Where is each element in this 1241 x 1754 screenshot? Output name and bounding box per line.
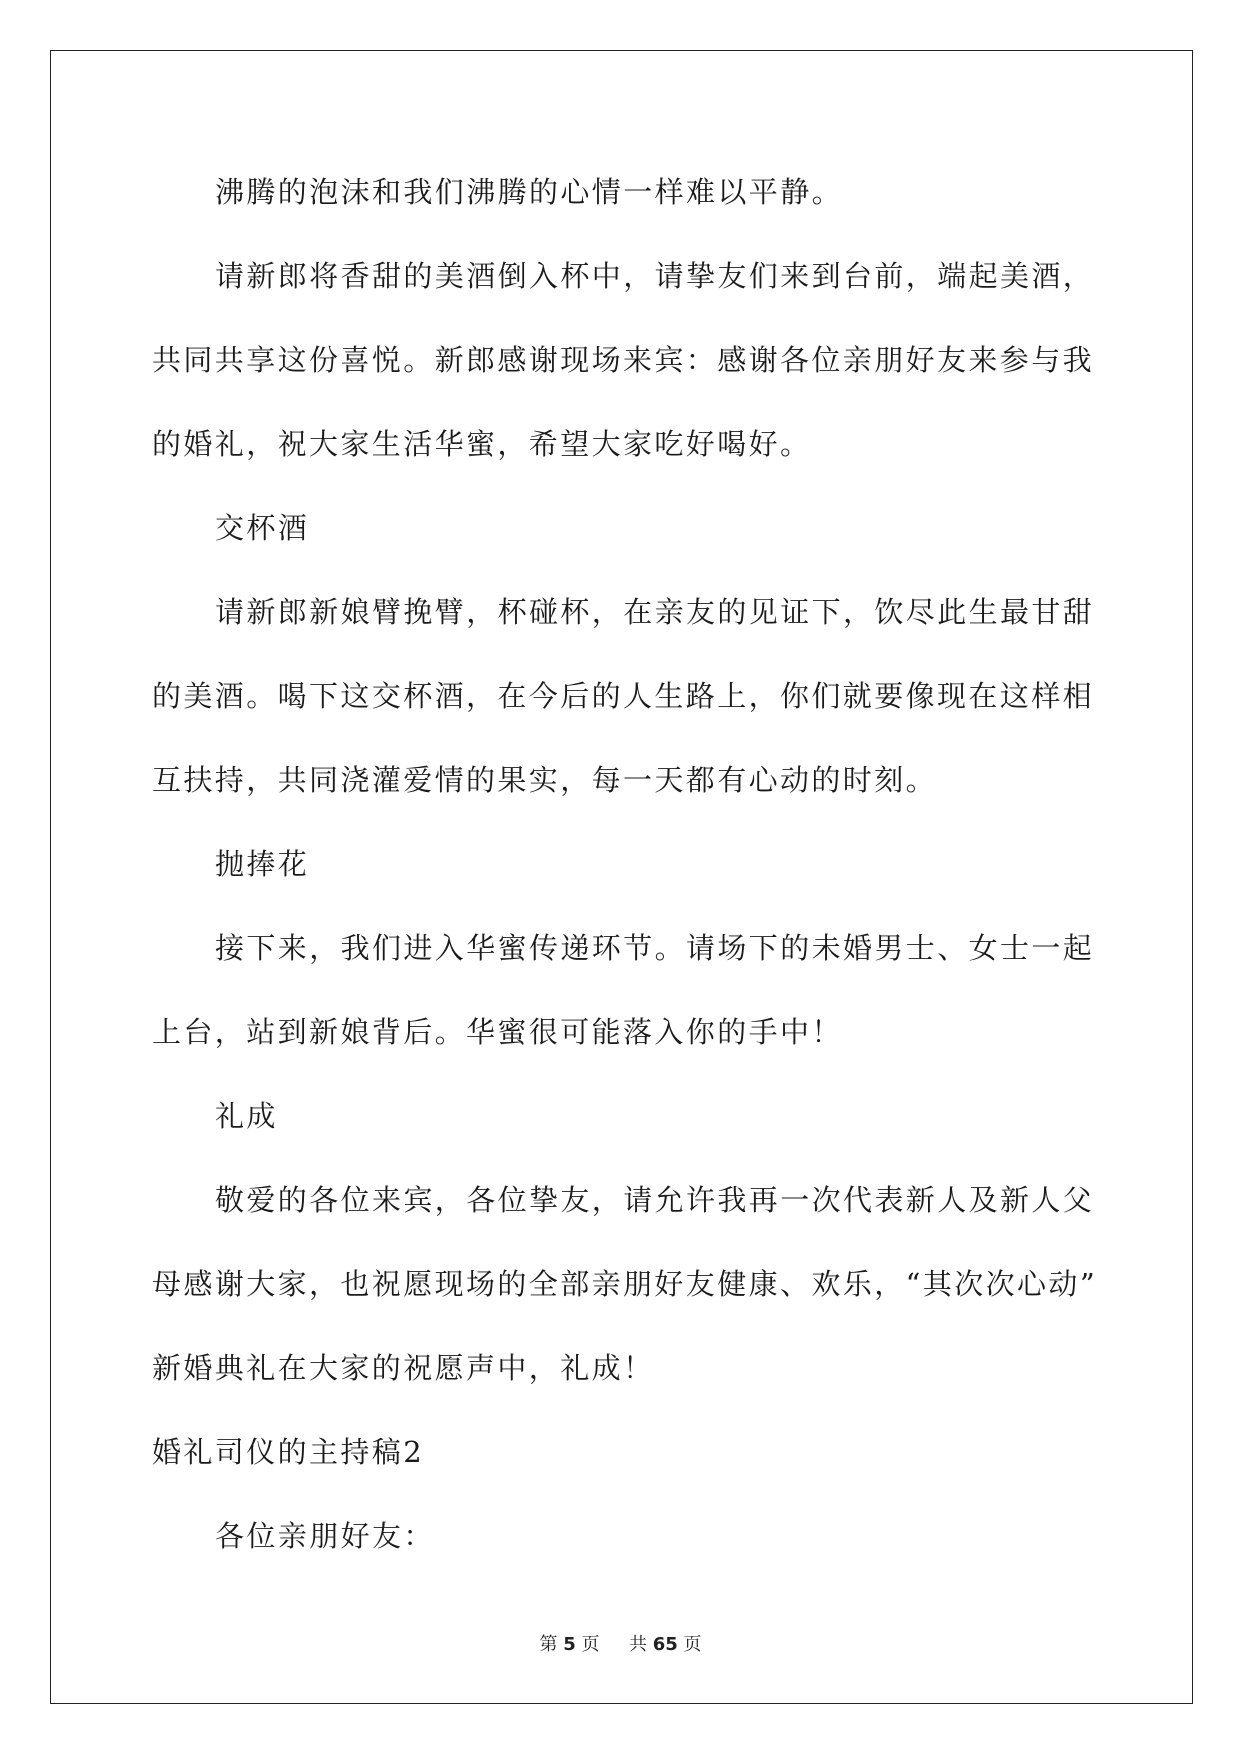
total-prefix: 共	[628, 1634, 647, 1655]
paragraph-line: 新婚典礼在大家的祝愿声中，礼成！	[152, 1351, 655, 1385]
paragraph-line: 的婚礼，祝大家生活华蜜，希望大家吃好喝好。	[152, 427, 812, 461]
section-heading: 交杯酒	[215, 511, 310, 545]
paragraph-line: 接下来，我们进入华蜜传递环节。请场下的未婚男士、女士一起	[215, 931, 1095, 965]
paragraph-line: 各位亲朋好友：	[215, 1519, 435, 1553]
page-number: 5	[563, 1634, 576, 1655]
total-pages: 65	[652, 1634, 678, 1655]
document-body	[152, 160, 1096, 1588]
paragraph-line: 母感谢大家，也祝愿现场的全部亲朋好友健康、欢乐，“其次次心动”	[152, 1267, 1098, 1301]
paragraph-line: 的美酒。喝下这交杯酒，在今后的人生路上，你们就要像现在这样相	[152, 679, 1095, 713]
paragraph-line: 共同共享这份喜悦。新郎感谢现场来宾：感谢各位亲朋好友来参与我	[152, 343, 1095, 377]
paragraph-line: 上台，站到新娘背后。华蜜很可能落入你的手中！	[152, 1015, 843, 1049]
paragraph-line: 沸腾的泡沫和我们沸腾的心情一样难以平静。	[215, 175, 844, 209]
document-title: 婚礼司仪的主持稿2	[152, 1435, 425, 1469]
page-suffix: 页	[581, 1634, 600, 1655]
paragraph-line: 请新郎新娘臂挽臂，杯碰杯，在亲友的见证下，饮尽此生最甘甜	[215, 595, 1095, 629]
page-prefix: 第	[539, 1634, 558, 1655]
paragraph-line: 请新郎将香甜的美酒倒入杯中，请挚友们来到台前，端起美酒，	[215, 259, 1095, 293]
section-heading: 礼成	[215, 1099, 278, 1133]
page-footer	[0, 1630, 1241, 1656]
total-suffix: 页	[683, 1634, 702, 1655]
section-heading: 抛捧花	[215, 847, 310, 881]
paragraph-line: 敬爱的各位来宾，各位挚友，请允许我再一次代表新人及新人父	[215, 1183, 1095, 1217]
paragraph-line: 互扶持，共同浇灌爱情的果实，每一天都有心动的时刻。	[152, 763, 938, 797]
